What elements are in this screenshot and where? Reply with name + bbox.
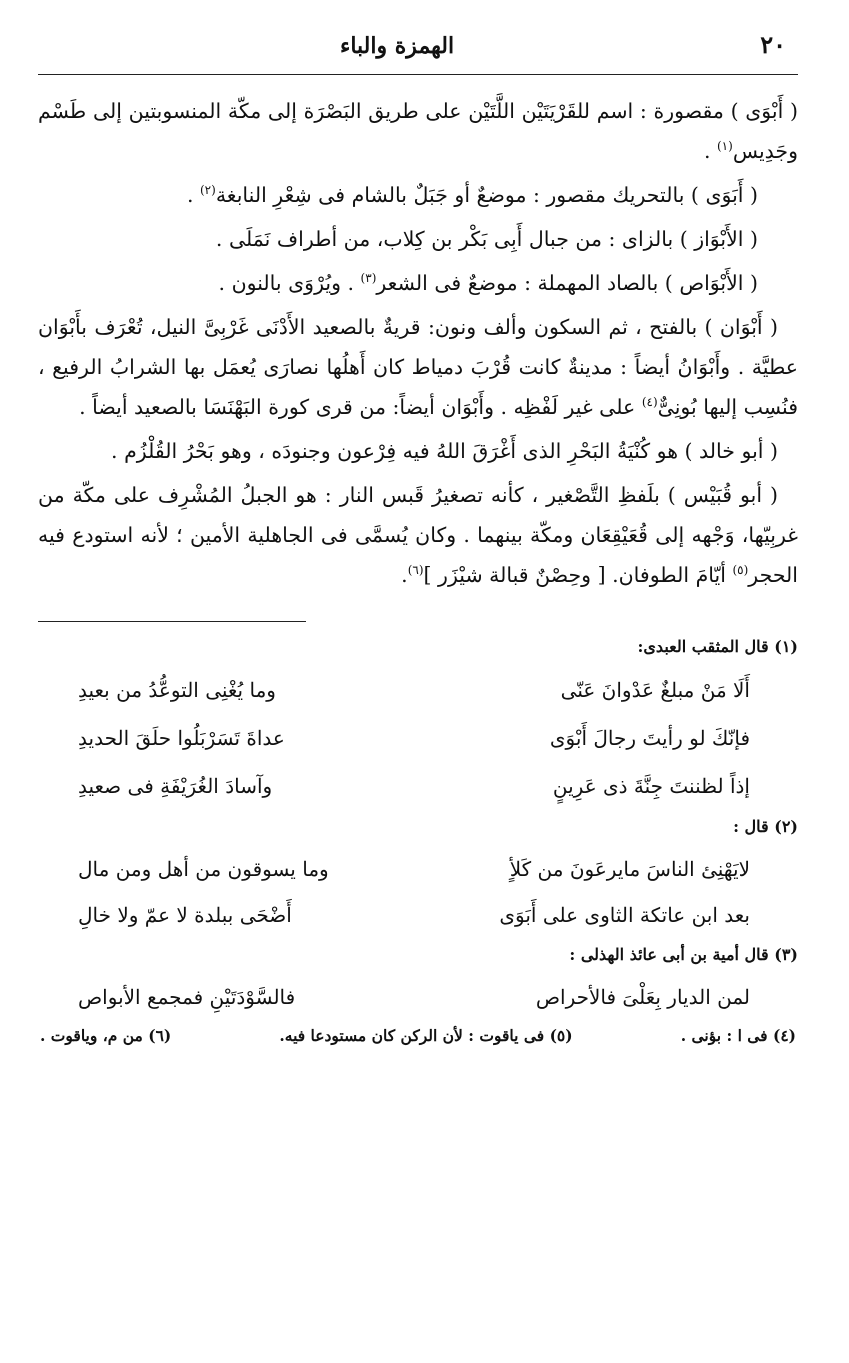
page-number: ٢٠: [760, 30, 786, 59]
footnote-1-label: (١) قال المثقب العبدى:: [637, 637, 798, 656]
page-title: الهمزة والباء: [340, 33, 455, 59]
entry-alabwas: ( الأَبْوَاص ) بالصاد المهملة : موضعٌ فى الشعر$^{(٣)}$ . ويُرْوَى بالنون .: [218, 271, 758, 295]
bottom-footnotes: [38, 1026, 798, 1045]
main-text: [38, 91, 798, 595]
entry-abawa: ( أَبَوَى ) بالتحريك مقصور : موضعٌ أو جَبَلٌ بالشام فى شِعْرِ النابغة$^{(٢)}$ .: [186, 183, 758, 207]
footnote-4: (٤) فى ا : بؤنى .: [680, 1026, 796, 1045]
page: [38, 30, 798, 1045]
verse-line: بعد ابن عاتكة الثاوى على أَبَوَى أَضْحَى ببلدة لا عمّ ولا خالِ: [78, 903, 750, 927]
footnote-ref: (٥): [732, 563, 749, 578]
footnote-ref: (٢): [199, 183, 216, 198]
footnote-3-label: (٣) قال أمية بن أبى عائذ الهذلى :: [569, 945, 798, 964]
footnote-ref: (٣): [360, 271, 377, 286]
verse-line: إذاً لظننتَ جِنَّةَ ذى عَرِينٍ وآسادَ الغُرَيْفَةِ فى صعيدِ: [78, 774, 750, 798]
verse-line: أَلَا مَنْ مبلغٌ عَدْوانَ عَنّى وما يُغْنِى التوعُّدُ من بعيدِ: [78, 678, 750, 702]
verse-line: لايَهْنِئ الناسَ مايرعَونَ من كَلأٍ وما يسوقون من أهل ومن مال: [78, 857, 750, 881]
footnote-separator: [38, 599, 798, 630]
footnote-ref: (١): [716, 139, 733, 154]
footnote-ref: (٦): [407, 563, 424, 578]
entry-abwa: ( أَبْوَى ) مقصورة : اسم للقَرْيَتَيْن اللَّتَيْن على طريق البَصْرَة إلى مكّة المنسوبتين إلى طَسْم وجَدِيس$^{(١)}$ .: [38, 99, 798, 163]
footnote-5: (٥) فى ياقوت : لأن الركن كان مستودعا فيه.: [279, 1026, 573, 1045]
footnote-ref: (٤): [641, 395, 658, 410]
footnote-2-label: (٢) قال :: [733, 817, 798, 836]
verse-line: فإنّكَ لو رأيتَ رجالَ أَبْوَى عداةَ تَسَرْبَلُوا حلَقَ الحديدِ: [78, 726, 750, 750]
entry-abu-qubais: ( أبو قُبَيْس ) بلَفظِ التَّصْغير ، كأنه تصغيرُ قَبس النار : هو الجبلُ المُشْرِف على مكّة من غربِيّها، وَجْهه إلى قُعَيْقِعَان ومكّة بينهما . وكان يُسمَّى فى الجاهلية الأمين ؛ لأنه استودع فيه الحجر$^{(٥)}$ أيّامَ الطوفان. [ وحِصْنٌ قبالة شيْزَر ]$^{(٦)}$.: [38, 483, 798, 587]
footnotes: [38, 634, 798, 1045]
footnote-6: (٦) من م، وياقوت .: [40, 1026, 172, 1045]
verse-line: لمن الديار بِعَلْىَ فالأحراص فالسَّوْدَتَيْنِ فمجمع الأبواص: [78, 985, 750, 1009]
entry-abwan: ( أَبْوَان ) بالفتح ، ثم السكون وألف ونون: قريةٌ بالصعيد الأَدْنَى غَرْبِىَّ النيل، تُعْرَف بأَبْوَان عطيَّة . وأَبْوَانُ أيضاً : مدينةٌ كانت قُرْبَ دمياط كان أَهلُها نصارَى يُعمَل بها الشرابُ الرفيع ، فنُسِب إليها بُونِىٌّ$^{(٤)}$ على غير لَفْظِه . وأَبْوَان أيضاً: من قرى كورة البَهْنَسَا بالصعيد أيضاً .: [38, 315, 798, 419]
entry-alabwaz: ( الأَبْوَاز ) بالزاى : من جبال أَبِى بَكْر بن كِلاب، من أطراف نَمَلَى .: [215, 227, 758, 251]
page-header: [38, 30, 798, 75]
entry-abu-khalid: ( أبو خالد ) هو كُنْيَةُ البَحْرِ الذى أَغْرَقَ اللهُ فيه فِرْعون وجنودَه ، وهو بَحْرُ القُلْزُم .: [111, 439, 778, 463]
